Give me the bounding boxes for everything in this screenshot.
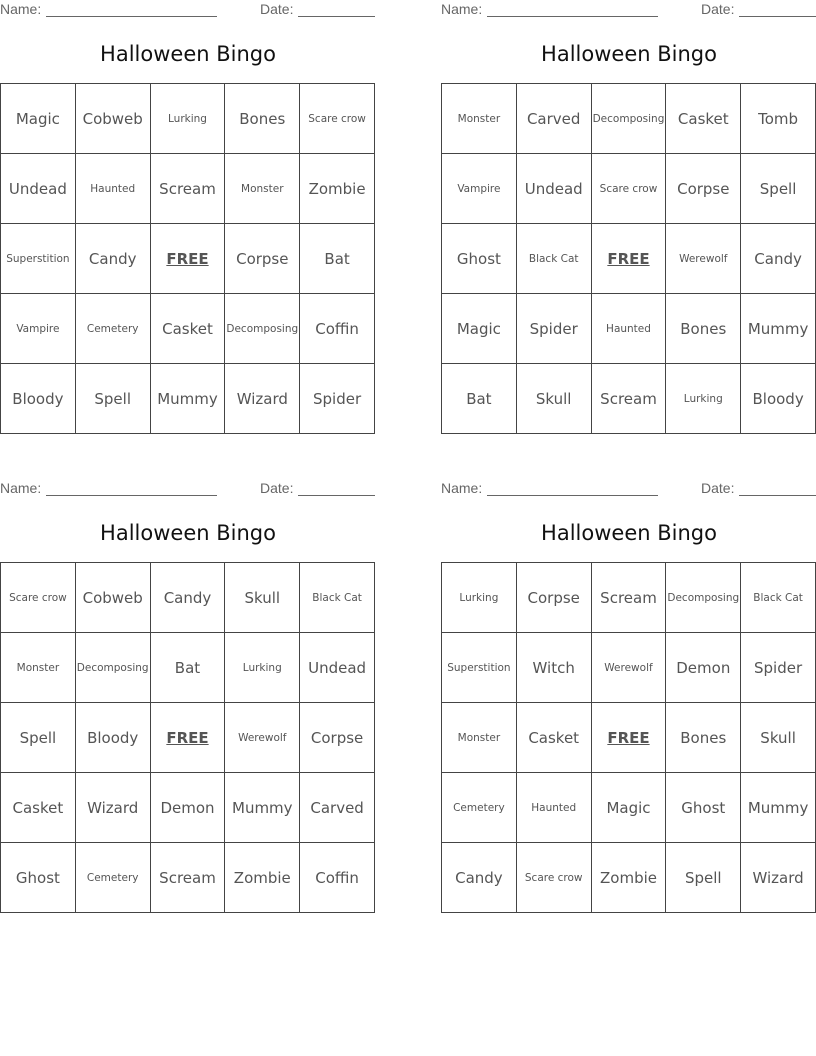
card-title: Halloween Bingo — [100, 521, 276, 545]
bingo-cell: Superstition — [442, 633, 517, 703]
date-label: Date: — [260, 480, 294, 496]
bingo-grid — [441, 562, 816, 913]
bingo-cell: Undead — [300, 633, 375, 703]
bingo-cell: Black Cat — [300, 563, 375, 633]
bingo-cell: Demon — [151, 773, 226, 843]
bingo-cell: Mummy — [151, 364, 226, 434]
bingo-cell: Scare crow — [517, 843, 592, 913]
bingo-grid — [0, 83, 375, 434]
bingo-cell: Scare crow — [1, 563, 76, 633]
bingo-card-2 — [441, 0, 816, 440]
bingo-card-3 — [0, 479, 376, 919]
bingo-cell: Lurking — [442, 563, 517, 633]
date-label: Date: — [701, 480, 735, 496]
bingo-cell: Monster — [442, 84, 517, 154]
bingo-grid — [0, 562, 375, 913]
bingo-cell: Witch — [517, 633, 592, 703]
bingo-cell: Cemetery — [442, 773, 517, 843]
bingo-cell: Spell — [741, 154, 816, 224]
free-space-cell: FREE — [592, 224, 667, 294]
bingo-cell: Monster — [442, 703, 517, 773]
bingo-cell: Superstition — [1, 224, 76, 294]
bingo-cell: Lurking — [666, 364, 741, 434]
bingo-cell: Magic — [1, 84, 76, 154]
bingo-cell: Scream — [592, 563, 667, 633]
name-label: Name: — [0, 1, 42, 17]
bingo-cell: Werewolf — [592, 633, 667, 703]
bingo-cell: Bat — [300, 224, 375, 294]
bingo-cell: Skull — [225, 563, 300, 633]
bingo-cell: Ghost — [442, 224, 517, 294]
date-line — [739, 495, 816, 496]
bingo-cell: Mummy — [225, 773, 300, 843]
bingo-cell: Casket — [517, 703, 592, 773]
bingo-cell: Magic — [592, 773, 667, 843]
bingo-cell: Vampire — [442, 154, 517, 224]
bingo-cell: Monster — [1, 633, 76, 703]
bingo-cell: Candy — [76, 224, 151, 294]
bingo-cell: Candy — [741, 224, 816, 294]
name-label: Name: — [441, 1, 483, 17]
card-header — [0, 480, 376, 500]
bingo-cell: Wizard — [225, 364, 300, 434]
bingo-card-1 — [0, 0, 376, 440]
bingo-cell: Black Cat — [741, 563, 816, 633]
bingo-cell: Bones — [666, 703, 741, 773]
bingo-cell: Bloody — [76, 703, 151, 773]
date-label: Date: — [701, 1, 735, 17]
date-label: Date: — [260, 1, 294, 17]
bingo-cell: Casket — [666, 84, 741, 154]
bingo-cell: Corpse — [517, 563, 592, 633]
bingo-cell: Monster — [225, 154, 300, 224]
card-title: Halloween Bingo — [541, 521, 717, 545]
date-line — [739, 16, 816, 17]
date-line — [298, 16, 375, 17]
bingo-cell: Undead — [1, 154, 76, 224]
name-line — [487, 16, 658, 17]
bingo-cell: Bat — [442, 364, 517, 434]
card-header — [0, 1, 376, 21]
bingo-cell: Cobweb — [76, 84, 151, 154]
bingo-cell: Candy — [151, 563, 226, 633]
card-header — [441, 1, 816, 21]
bingo-cell: Wizard — [76, 773, 151, 843]
bingo-cell: Decomposing — [592, 84, 667, 154]
bingo-cell: Tomb — [741, 84, 816, 154]
bingo-cell: Corpse — [300, 703, 375, 773]
name-line — [46, 16, 217, 17]
bingo-cell: Ghost — [1, 843, 76, 913]
bingo-cell: Scream — [151, 843, 226, 913]
bingo-cell: Casket — [1, 773, 76, 843]
bingo-cell: Lurking — [151, 84, 226, 154]
bingo-cell: Zombie — [592, 843, 667, 913]
bingo-cell: Bloody — [1, 364, 76, 434]
bingo-cell: Carved — [517, 84, 592, 154]
bingo-cell: Mummy — [741, 294, 816, 364]
bingo-cell: Spider — [300, 364, 375, 434]
bingo-cell: Haunted — [592, 294, 667, 364]
bingo-cell: Bloody — [741, 364, 816, 434]
bingo-cell: Zombie — [300, 154, 375, 224]
name-label: Name: — [0, 480, 42, 496]
bingo-cell: Scream — [151, 154, 226, 224]
bingo-cell: Black Cat — [517, 224, 592, 294]
bingo-cell: Coffin — [300, 843, 375, 913]
bingo-cell: Cemetery — [76, 294, 151, 364]
bingo-cell: Scream — [592, 364, 667, 434]
bingo-grid — [441, 83, 816, 434]
bingo-cell: Lurking — [225, 633, 300, 703]
bingo-cell: Wizard — [741, 843, 816, 913]
card-title: Halloween Bingo — [541, 42, 717, 66]
bingo-cell: Corpse — [666, 154, 741, 224]
bingo-cell: Haunted — [76, 154, 151, 224]
bingo-cell: Decomposing — [666, 563, 741, 633]
bingo-cell: Werewolf — [225, 703, 300, 773]
bingo-cell: Cobweb — [76, 563, 151, 633]
bingo-cell: Spell — [1, 703, 76, 773]
bingo-cell: Decomposing — [225, 294, 300, 364]
bingo-cell: Candy — [442, 843, 517, 913]
bingo-cell: Spell — [666, 843, 741, 913]
bingo-cell: Skull — [741, 703, 816, 773]
card-header — [441, 480, 816, 500]
free-space-cell: FREE — [592, 703, 667, 773]
bingo-cell: Corpse — [225, 224, 300, 294]
bingo-card-4 — [441, 479, 816, 919]
bingo-cell: Scare crow — [592, 154, 667, 224]
bingo-cell: Spell — [76, 364, 151, 434]
bingo-cell: Scare crow — [300, 84, 375, 154]
bingo-cell: Skull — [517, 364, 592, 434]
bingo-cell: Mummy — [741, 773, 816, 843]
bingo-cell: Spider — [517, 294, 592, 364]
card-title: Halloween Bingo — [100, 42, 276, 66]
bingo-cell: Werewolf — [666, 224, 741, 294]
bingo-cell: Casket — [151, 294, 226, 364]
bingo-cell: Bones — [225, 84, 300, 154]
bingo-cell: Vampire — [1, 294, 76, 364]
free-space-cell: FREE — [151, 703, 226, 773]
date-line — [298, 495, 375, 496]
bingo-cell: Coffin — [300, 294, 375, 364]
name-line — [46, 495, 217, 496]
bingo-cell: Ghost — [666, 773, 741, 843]
bingo-cell: Spider — [741, 633, 816, 703]
bingo-cell: Zombie — [225, 843, 300, 913]
bingo-cell: Haunted — [517, 773, 592, 843]
free-space-cell: FREE — [151, 224, 226, 294]
bingo-cell: Carved — [300, 773, 375, 843]
bingo-cell: Demon — [666, 633, 741, 703]
bingo-cell: Bat — [151, 633, 226, 703]
name-line — [487, 495, 658, 496]
name-label: Name: — [441, 480, 483, 496]
bingo-cell: Decomposing — [76, 633, 151, 703]
bingo-cell: Undead — [517, 154, 592, 224]
bingo-cell: Bones — [666, 294, 741, 364]
bingo-cell: Cemetery — [76, 843, 151, 913]
bingo-cell: Magic — [442, 294, 517, 364]
